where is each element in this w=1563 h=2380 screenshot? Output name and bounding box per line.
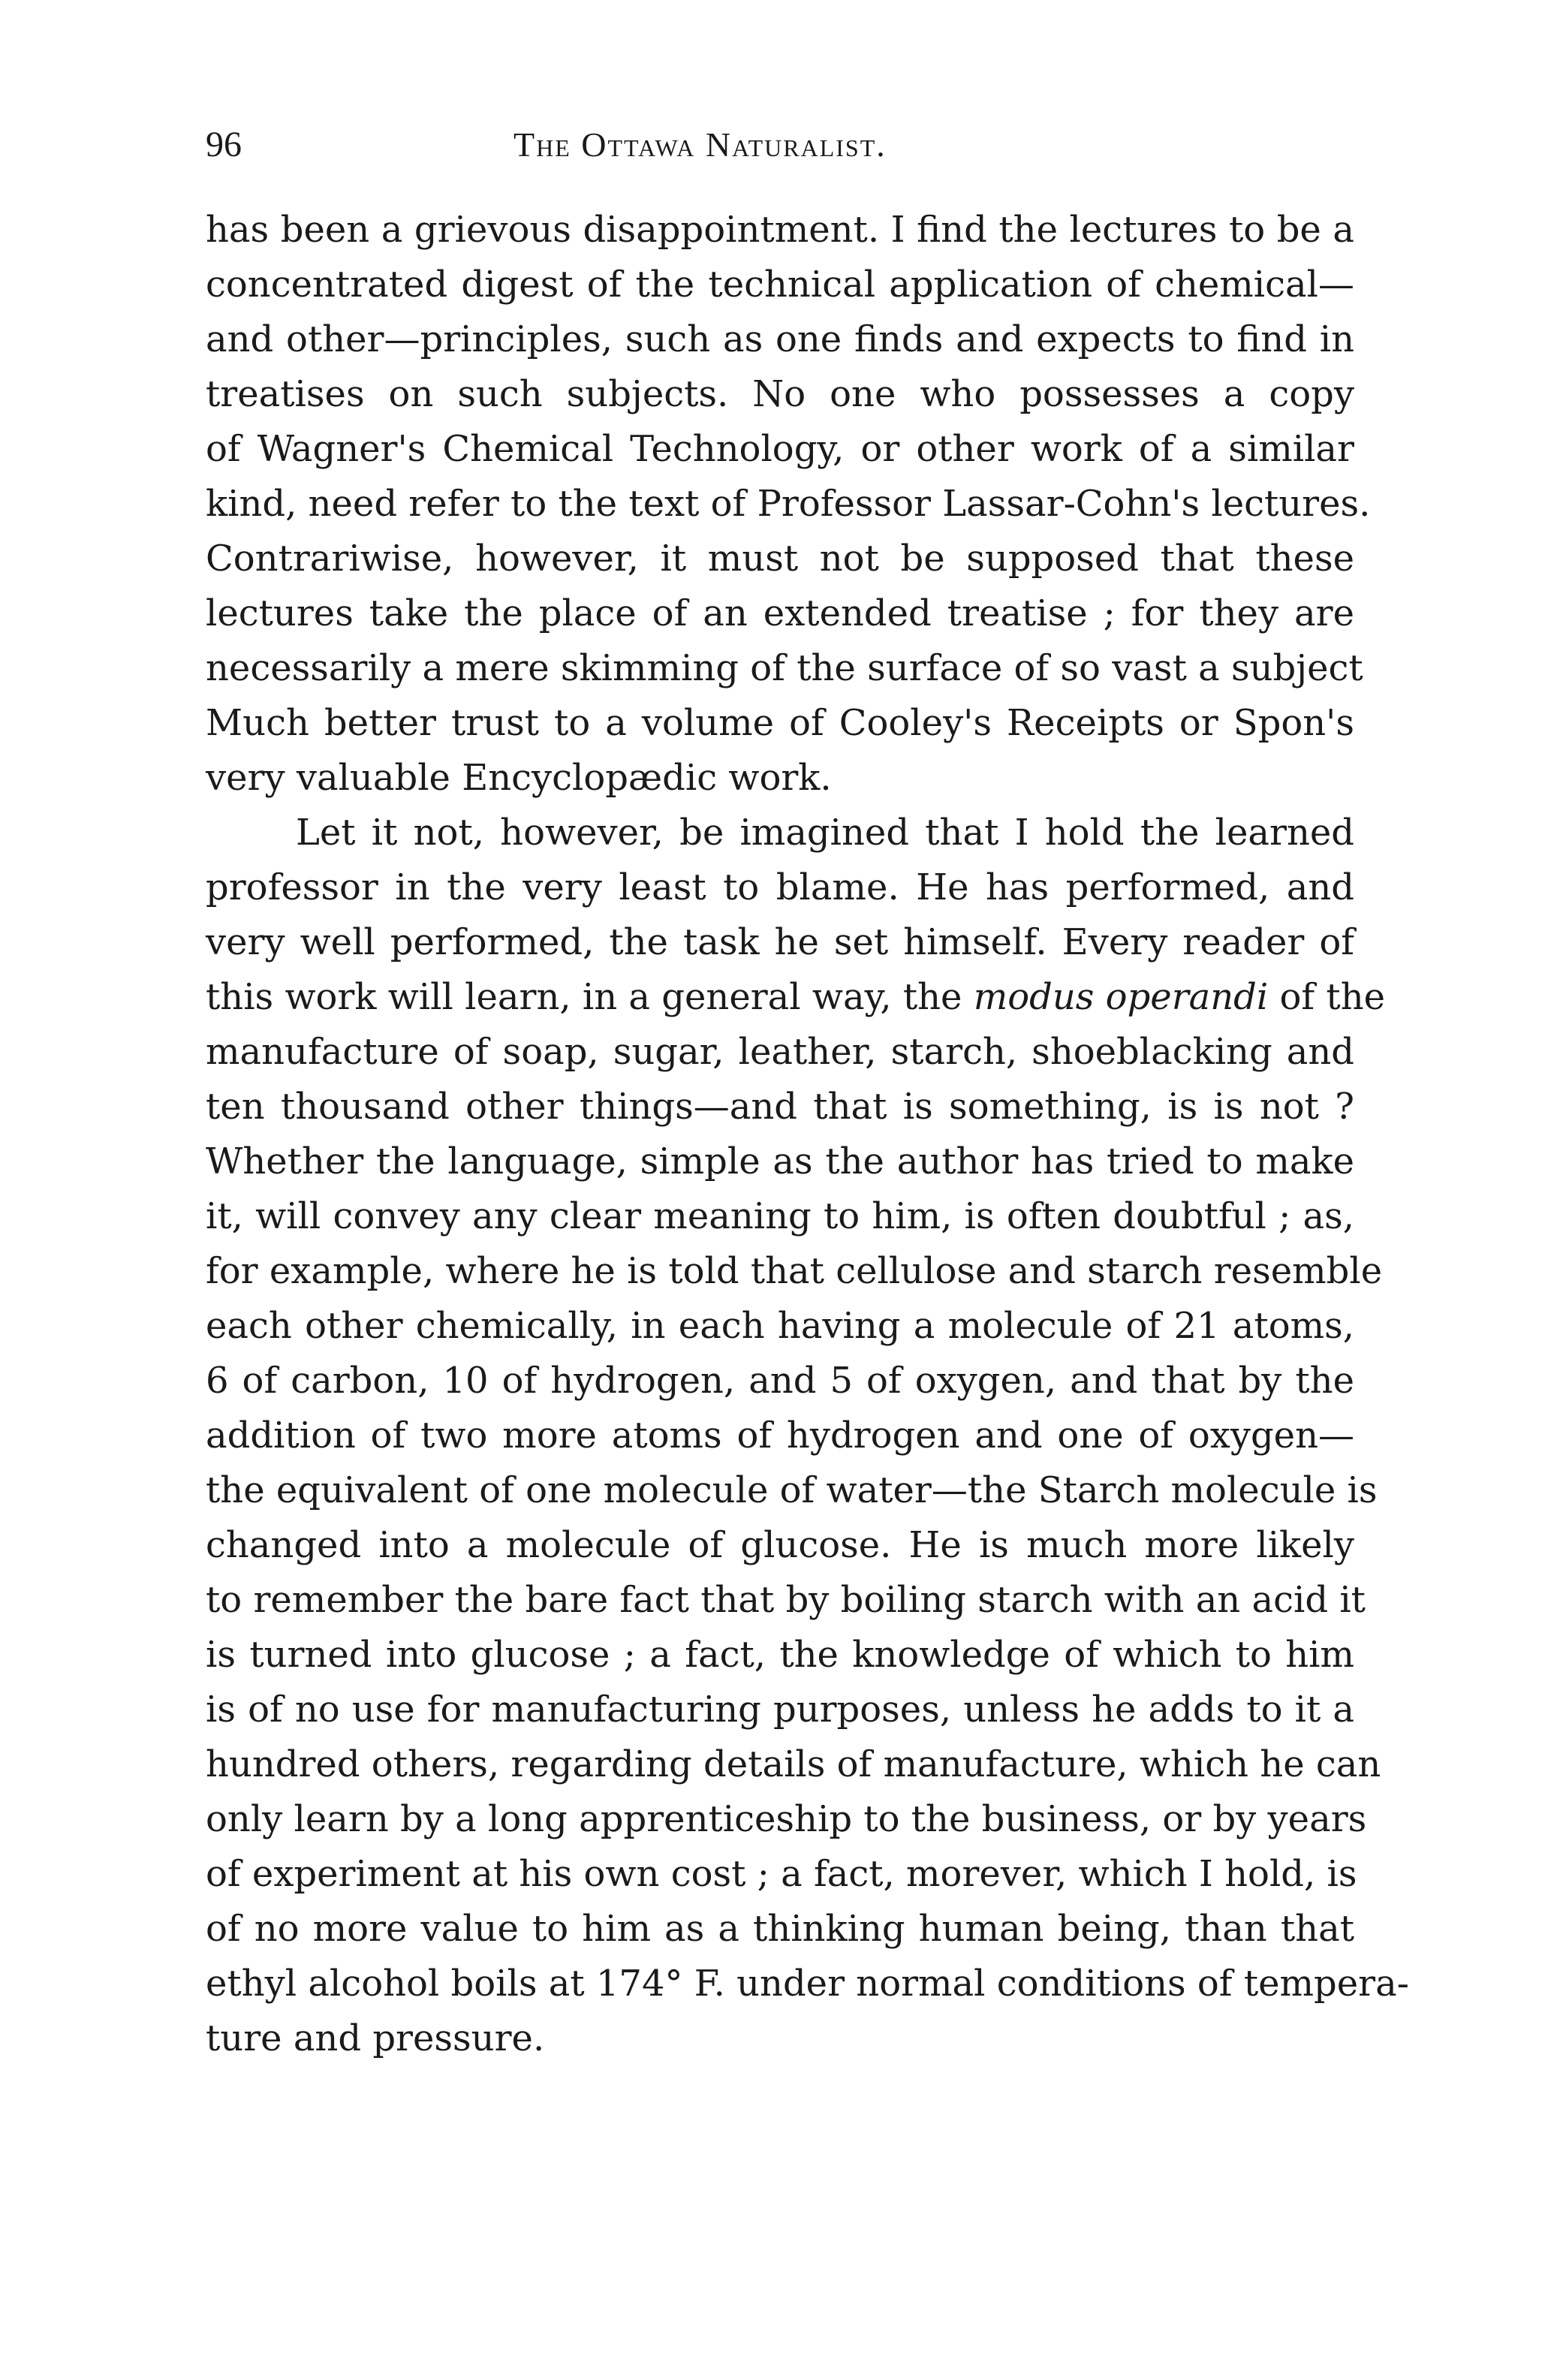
journal-title: The Ottawa Naturalist. — [513, 125, 887, 164]
text-line: of no more value to him as a thinking human being, than that — [206, 1908, 1354, 1950]
text-line: Let it not, however, be imagined that I hold the learned — [296, 812, 1354, 854]
text-line: the equivalent of one molecule of water—the Starch molecule is — [206, 1469, 1378, 1511]
text-line: kind, need refer to the text of Professor Lassar-Cohn's lectures. — [206, 483, 1371, 525]
italic-phrase: modus operandi — [973, 976, 1269, 1018]
text-run: of the — [1268, 976, 1386, 1018]
text-line: of Wagner's Chemical Technology, or other work of a similar — [206, 428, 1354, 470]
text-line: changed into a molecule of glucose. He is much more likely — [206, 1524, 1354, 1566]
text-run: this work will learn, in a general way, the — [206, 976, 974, 1018]
paragraph-2 — [206, 806, 1409, 2066]
body-text — [206, 203, 1409, 2066]
text-line: very well performed, the task he set himself. Every reader of — [206, 921, 1354, 963]
text-line: to remember the bare fact that by boiling starch with an acid it — [206, 1579, 1366, 1621]
text-line: very valuable Encyclopædic work. — [206, 757, 832, 799]
running-head — [206, 119, 1354, 171]
paragraph-1 — [206, 203, 1371, 806]
text-line: for example, where he is told that cellulose and starch resemble — [206, 1250, 1383, 1292]
text-line: ten thousand other things—and that is something, is is not ? — [206, 1086, 1354, 1128]
text-line: it, will convey any clear meaning to him, is often doubtful ; as, — [206, 1195, 1354, 1237]
text-line: 6 of carbon, 10 of hydrogen, and 5 of oxygen, and that by the — [206, 1360, 1354, 1402]
text-line: Contrariwise, however, it must not be supposed that these — [206, 538, 1354, 580]
text-line: Whether the language, simple as the author has tried to make — [206, 1140, 1354, 1182]
text-line: and other—principles, such as one finds and expects to find in — [206, 318, 1354, 360]
text-line: ethyl alcohol boils at 174° F. under normal conditions of tempera- — [206, 1963, 1409, 2005]
text-line: ture and pressure. — [206, 2017, 545, 2059]
text-line: professor in the very least to blame. He has performed, and — [206, 866, 1354, 908]
text-line: of experiment at his own cost ; a fact, morever, which I hold, is — [206, 1853, 1357, 1895]
text-line: Much better trust to a volume of Cooley's Receipts or Spon's — [206, 702, 1354, 744]
page-number: 96 — [206, 125, 242, 164]
text-line: each other chemically, in each having a molecule of 21 atoms, — [206, 1305, 1354, 1347]
text-line — [206, 970, 1386, 1025]
text-line: is turned into glucose ; a fact, the knowledge of which to him — [206, 1634, 1354, 1676]
text-line: is of no use for manufacturing purposes, unless he adds to it a — [206, 1689, 1354, 1731]
text-line: treatises on such subjects. No one who possesses a copy — [206, 373, 1354, 415]
text-line: addition of two more atoms of hydrogen and one of oxygen— — [206, 1414, 1354, 1457]
text-line: hundred others, regarding details of manufacture, which he can — [206, 1743, 1381, 1785]
text-line: lectures take the place of an extended treatise ; for they are — [206, 592, 1354, 634]
text-line: has been a grievous disappointment. I find the lectures to be a — [206, 209, 1354, 251]
text-line: necessarily a mere skimming of the surface of so vast a subject — [206, 647, 1363, 689]
text-line: manufacture of soap, sugar, leather, starch, shoeblacking and — [206, 1031, 1354, 1073]
text-line: concentrated digest of the technical application of chemical— — [206, 264, 1354, 306]
text-line: only learn by a long apprenticeship to the business, or by years — [206, 1798, 1367, 1840]
